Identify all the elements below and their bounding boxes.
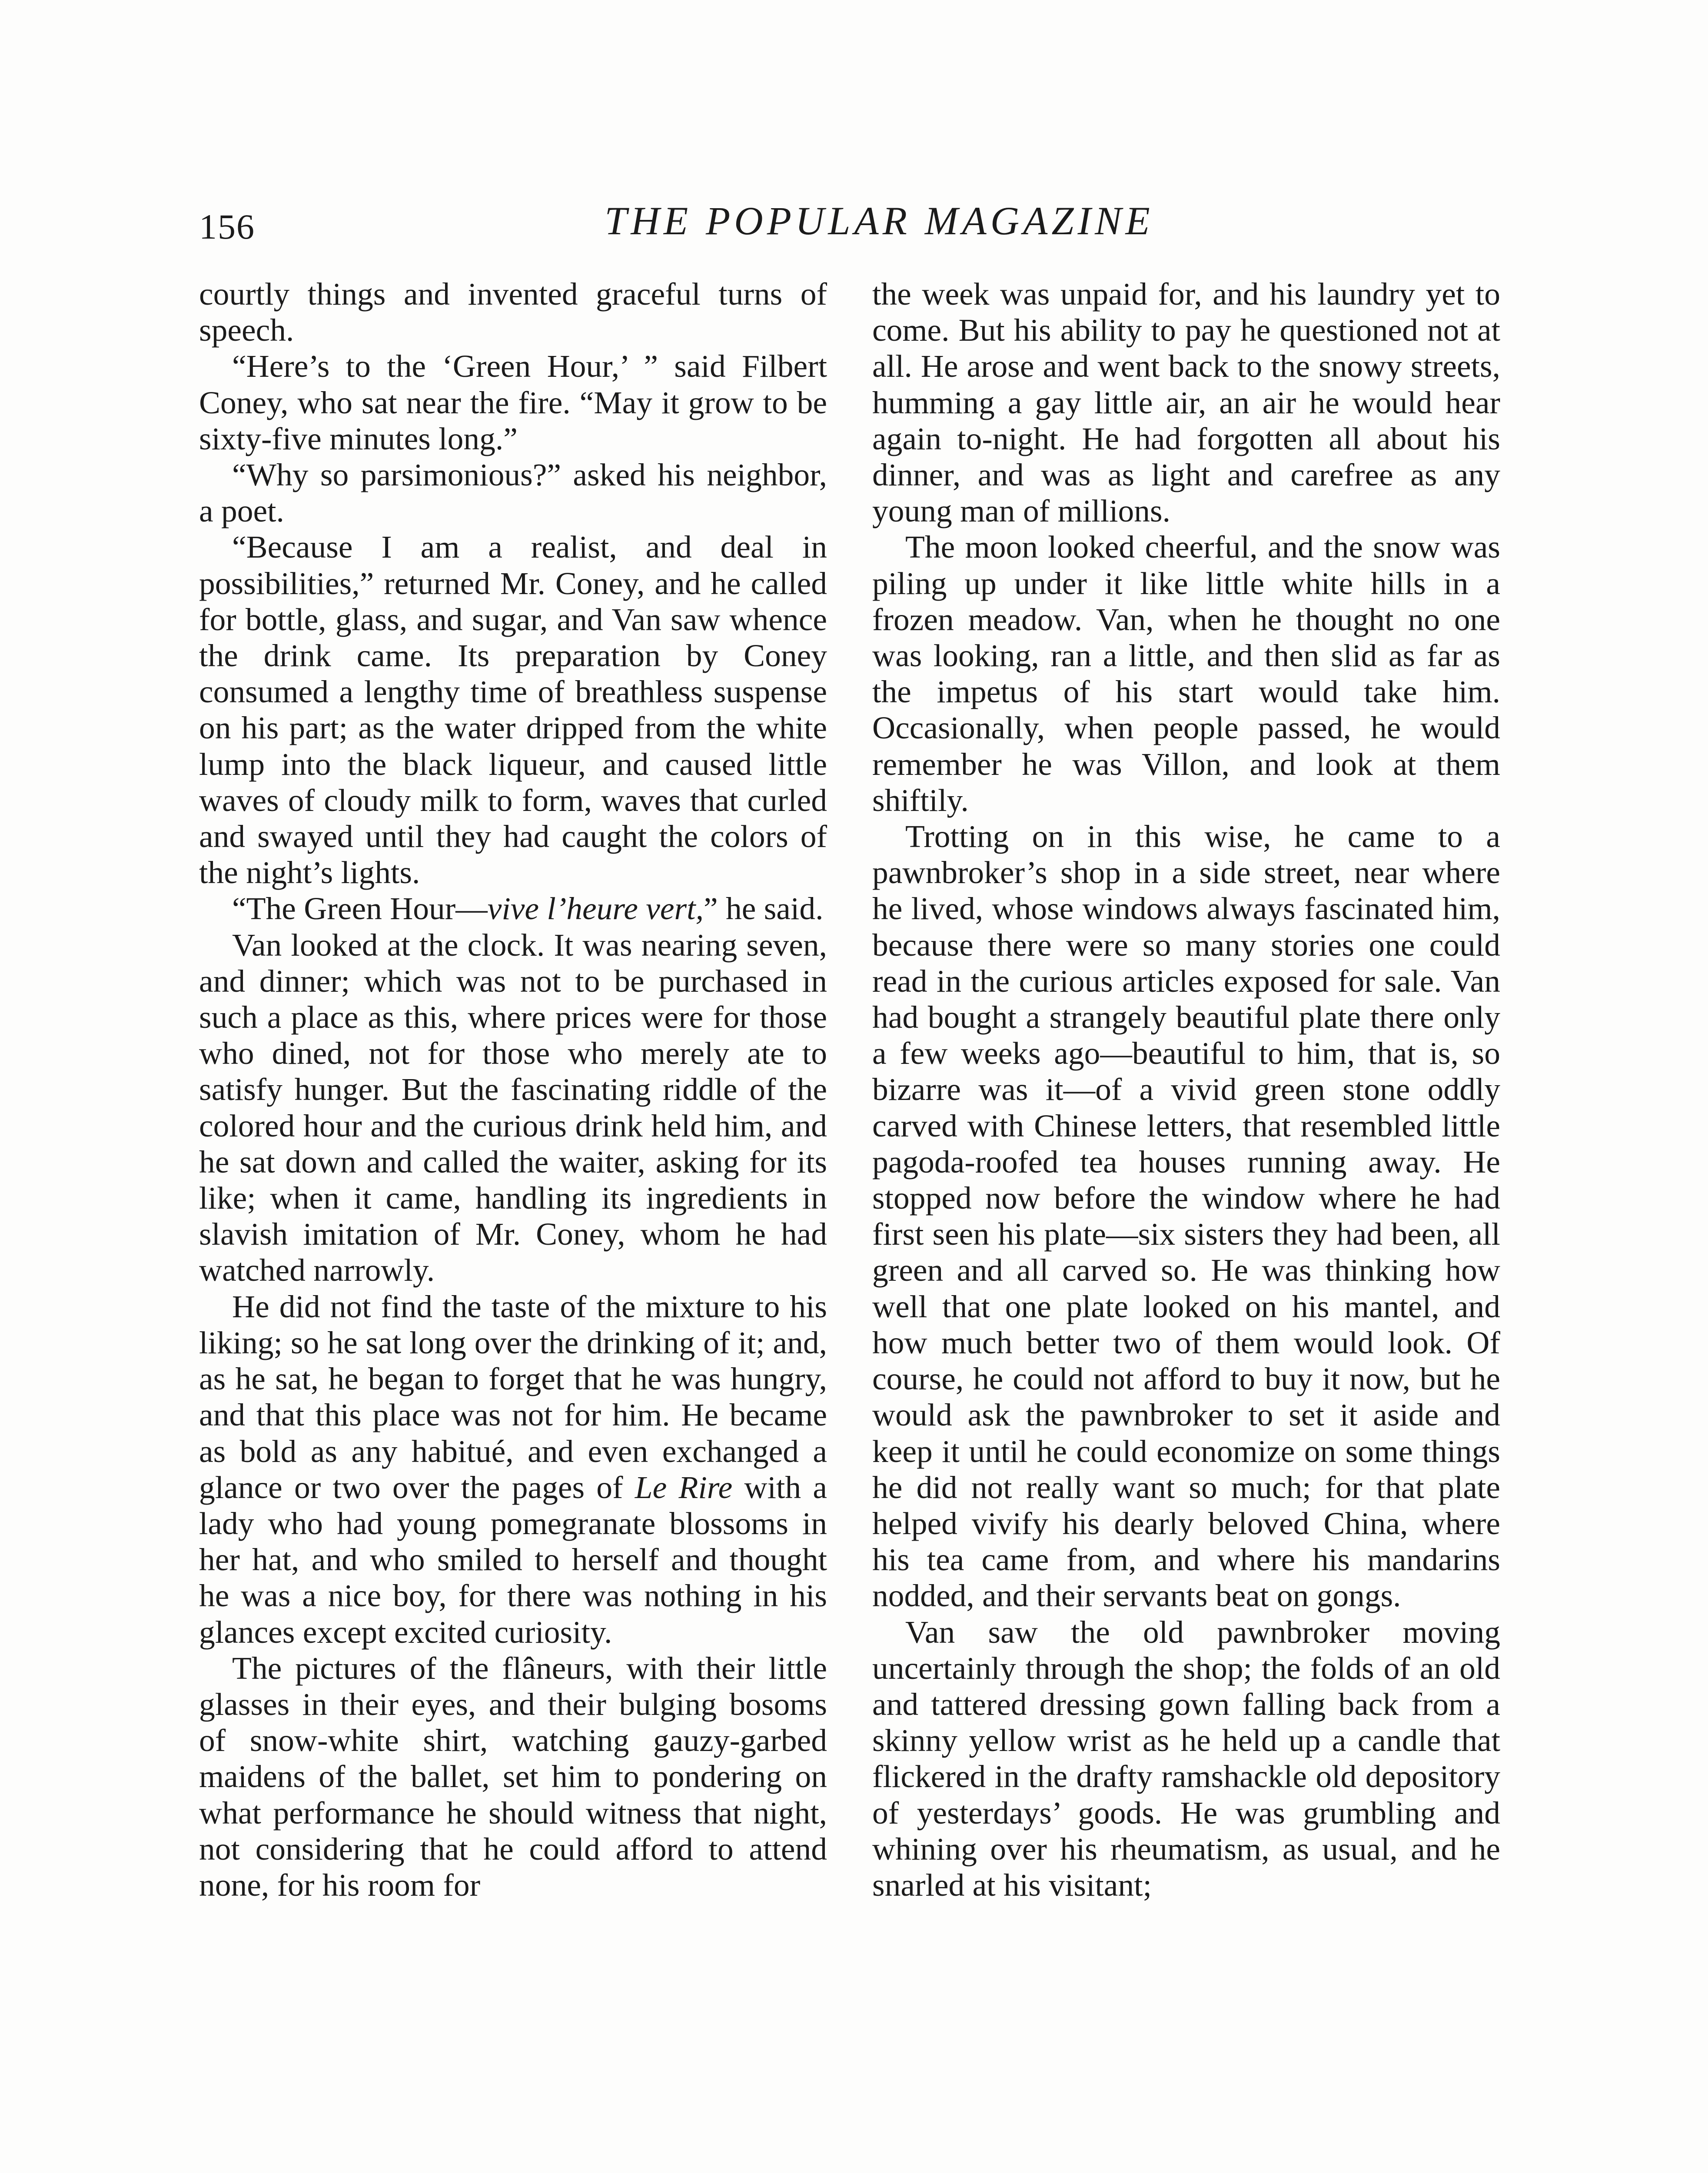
paragraph: the week was unpaid for, and his laundry yet to come. But his ability to pay he questioned not at all. He arose and went back to the snowy streets, humming a gay little air, an air he would hear again to-night. He had forgotten all about his dinner, and was as light and carefree as any young man of millions. xyxy=(872,276,1500,529)
paragraph xyxy=(199,890,827,927)
paragraph xyxy=(199,1289,827,1650)
text-run: He did not find the taste of the mixture to his liking; so he sat long over the drinking of it; and, as he sat, he began to forget that he was hungry, and that this place was not for him. He became as bold as any habitué, and even exchanged a glance or two over the pages of xyxy=(199,1289,827,1505)
paragraph: Trotting on in this wise, he came to a pawnbroker’s shop in a side street, near where he lived, whose windows always fascinated him, because there were so many stories one could read in the curious articles exposed for sale. Van had bought a strangely beautiful plate there only a few weeks ago—beautiful to him, that is, so bizarre was it—of a vivid green stone oddly carved with Chinese letters, that resembled little pagoda-roofed tea houses running away. He stopped now before the window where he had first seen his plate—six sisters they had been, all green and all carved so. He was thinking how well that one plate looked on his mantel, and how much better two of them would look. Of course, he could not afford to buy it now, but he would ask the pawnbroker to set it aside and keep it until he could economize on some things he did not really want so much; for that plate helped vivify his dearly beloved China, where his tea came from, and where his mandarins nodded, and their servants beat on gongs. xyxy=(872,819,1500,1614)
paragraph: “Because I am a realist, and deal in possibilities,” returned Mr. Coney, and he called for bottle, glass, and sugar, and Van saw whence the drink came. Its preparation by Coney consumed a lengthy time of breathless suspense on his part; as the water dripped from the white lump into the black liqueur, and caused little waves of cloudy milk to form, waves that curled and swayed until they had caught the colors of the night’s lights. xyxy=(199,529,827,890)
paragraph: courtly things and invented graceful turns of speech. xyxy=(199,276,827,348)
paragraph: Van looked at the clock. It was nearing seven, and dinner; which was not to be purchased in such a place as this, where prices were for those who dined, not for those who merely ate to satisfy hunger. But the fascinating riddle of the colored hour and the curious drink held him, and he sat down and called the waiter, asking for its like; when it came, handling its ingredients in slavish imitation of Mr. Coney, whom he had watched narrowly. xyxy=(199,927,827,1288)
paragraph: “Here’s to the ‘Green Hour,’ ” said Filbert Coney, who sat near the fire. “May it grow to be sixty-five minutes long.” xyxy=(199,349,827,456)
paragraph: The pictures of the flâneurs, with their little glasses in their eyes, and their bulging bosoms of snow-white shirt, watching gauzy-garbed maidens of the ballet, set him to pondering on what performance he should witness that night, not considering that he could afford to attend none, for his room for xyxy=(199,1650,827,1903)
paragraph: “Why so parsimonious?” asked his neighbor, a poet. xyxy=(199,457,827,529)
italic-phrase: vive l’heure vert, xyxy=(487,891,704,927)
right-column xyxy=(872,276,1500,1903)
left-column xyxy=(199,276,827,1903)
text-run: “The Green Hour— xyxy=(232,891,488,927)
paragraph: The moon looked cheerful, and the snow was piling up under it like little white hills in a frozen meadow. Van, when he thought no one was looking, ran a little, and then slid as far as the impetus of his start would take him. Occasionally, when people passed, he would remember he was Villon, and look at them shiftily. xyxy=(872,529,1500,818)
paragraph: Van saw the old pawnbroker moving uncertainly through the shop; the folds of an old and tattered dressing gown falling back from a skinny yellow wrist as he held up a candle that flickered in the drafty ramshackle old depository of yesterdays’ goods. He was grumbling and whining over his rheumatism, as usual, and he snarled at his visitant; xyxy=(872,1614,1500,1903)
running-title: THE POPULAR MAGAZINE xyxy=(605,199,1154,243)
page-number: 156 xyxy=(199,207,255,246)
italic-phrase: Le Rire xyxy=(635,1469,733,1505)
text-run: ” he said. xyxy=(703,891,824,927)
text-run: with a lady who had young pomegranate blossoms in her hat, and who smiled to herself and thought he was a nice boy, for there was nothing in his glances except excited curiosity. xyxy=(199,1469,827,1650)
page-header xyxy=(199,198,1512,254)
